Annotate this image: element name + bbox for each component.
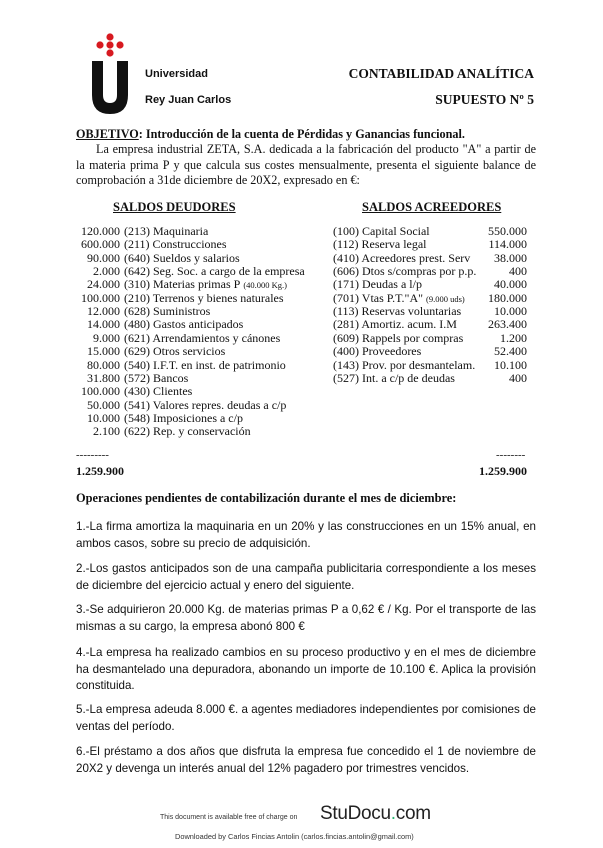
deudor-note: (40.000 Kg.) (243, 280, 287, 291)
operation-4: 4.-La empresa ha realizado cambios en su proceso productivo y en el mes de diciembre ha desmantelado una depuradora, abonando un importe de 10.100 €. Aplica la provisión constituida. (76, 646, 536, 692)
acreedor-amount: 400 (509, 264, 527, 279)
objective (76, 127, 536, 142)
document-title: CONTABILIDAD ANALÍTICA (348, 66, 534, 81)
acreedor-concept: (410) Acreedores prest. Serv (333, 250, 471, 265)
deudor-concept: (629) Otros servicios (124, 344, 226, 359)
acreedor-row (333, 278, 527, 291)
deudor-amount: 12.000 (87, 304, 120, 319)
logo-red-dots (96, 33, 123, 56)
deudor-row (76, 359, 286, 372)
acreedor-row (333, 265, 527, 278)
acreedor-row (333, 238, 527, 251)
acreedor-amount: 10.000 (494, 304, 527, 319)
deudor-concept: (640) Sueldos y salarios (124, 250, 240, 265)
deudor-row (76, 238, 227, 251)
deudor-concept: (430) Clientes (124, 384, 193, 399)
operation-5: 5.-La empresa adeuda 8.000 €. a agentes mediadores independientes por comisiones de ventas del período. (76, 703, 536, 733)
deudores-separator: --------- (76, 449, 109, 461)
intro-paragraph (76, 142, 536, 189)
acreedores-separator: -------- (496, 449, 526, 461)
deudor-row (76, 292, 284, 305)
acreedor-row (333, 345, 527, 358)
deudor-concept: (541) Valores repres. deudas a c/p (124, 397, 287, 412)
acreedor-concept: (400) Proveedores (333, 344, 422, 359)
deudor-amount: 15.000 (87, 344, 120, 359)
deudor-concept: (622) Rep. y conservación (124, 424, 251, 439)
acreedor-concept: (143) Prov. por desmantelam. (333, 357, 476, 372)
operation-1: 1.-La firma amortiza la maquinaria en un 20% y las construcciones en un 15% anual, en ambos casos, sobre su precio de adquisición. (76, 520, 536, 550)
deudor-row (76, 345, 225, 358)
deudor-concept: (213) Maquinaria (124, 224, 209, 238)
availability-notice: This document is available free of charge on (160, 814, 298, 821)
acreedor-concept: (527) Int. a c/p de deudas (333, 370, 455, 385)
acreedor-amount: 52.400 (494, 344, 527, 359)
acreedor-concept: (171) Deudas a l/p (333, 277, 422, 292)
deudor-row (76, 425, 251, 438)
saldos-acreedores-title: SALDOS ACREEDORES (362, 200, 502, 214)
deudor-row (76, 225, 208, 238)
deudor-amount: 120.000 (81, 224, 120, 238)
acreedor-row (333, 359, 527, 372)
acreedor-amount: 40.000 (494, 277, 527, 292)
acreedor-amount: 180.000 (488, 290, 527, 305)
operation-6: 6.-El préstamo a dos años que disfruta la empresa fue concedido el 1 de noviembre de 20X2 y devenga un interés anual del 12% pagadero por trimestres vencidos. (76, 745, 536, 775)
deudor-amount: 14.000 (87, 317, 120, 332)
deudor-row (76, 318, 243, 331)
acreedor-row (333, 225, 527, 238)
deudor-amount: 10.000 (87, 410, 120, 425)
deudor-amount: 90.000 (87, 250, 120, 265)
acreedor-amount: 10.100 (494, 357, 527, 372)
acreedor-amount: 114.000 (488, 237, 527, 252)
operations-title: Operaciones pendientes de contabilización durante el mes de diciembre: (76, 491, 457, 505)
deudor-row (76, 385, 192, 398)
deudor-concept: (572) Bancos (124, 370, 189, 385)
deudor-concept: (621) Arrendamientos y cánones (124, 330, 281, 345)
deudor-amount: 31.800 (87, 370, 120, 385)
acreedor-row (333, 372, 527, 385)
acreedores-total: 1.259.900 (479, 464, 527, 478)
deudores-total: 1.259.900 (76, 464, 124, 478)
deudor-row (76, 252, 240, 265)
download-info: Downloaded by Carlos Fincias Antolin (carlos.fincias.antolin@gmail.com) (175, 832, 414, 841)
deudor-row (76, 412, 243, 425)
saldos-deudores-title: SALDOS DEUDORES (113, 200, 236, 214)
university-line2: Rey Juan Carlos (145, 94, 232, 106)
intro-text: La empresa industrial ZETA, S.A. dedicada a la fabricación del producto "A" a partir de la materia prima P y que calcula sus costes mensualmente, presenta el siguiente balance de comprobación a 31de diciembre de 20X2, expresado en €: (76, 142, 536, 187)
acreedor-row (333, 305, 527, 318)
deudor-amount: 600.000 (81, 237, 120, 252)
acreedor-amount: 400 (509, 370, 527, 385)
deudor-row (76, 332, 280, 345)
deudor-amount: 100.000 (81, 384, 120, 399)
operation-2: 2.-Los gastos anticipados son de una campaña publicitaria correspondiente a los meses de diciembre del ejercicio actual y enero del siguiente. (76, 562, 536, 592)
acreedor-note: (9.000 uds) (426, 293, 465, 304)
acreedor-row (333, 252, 527, 265)
university-logo (88, 33, 132, 115)
deudor-amount: 24.000 (87, 277, 120, 292)
operation-3: 3.-Se adquirieron 20.000 Kg. de materias primas P a 0,62 € / Kg. Por el transporte de las mismas a su cargo, la empresa abonó 800 € (76, 603, 536, 633)
acreedor-concept: (112) Reserva legal (333, 237, 427, 252)
acreedor-amount: 1.200 (500, 330, 527, 345)
deudor-row (76, 399, 286, 412)
deudor-concept: (211) Construcciones (124, 237, 227, 252)
objective-label: OBJETIVO (76, 127, 139, 141)
deudor-concept: (642) Seg. Soc. a cargo de la empresa (124, 264, 305, 279)
acreedor-amount: 263.400 (488, 317, 527, 332)
deudor-amount: 100.000 (81, 290, 120, 305)
deudor-concept: (480) Gastos anticipados (124, 317, 244, 332)
acreedor-concept: (701) Vtas P.T."A" (333, 290, 424, 305)
acreedor-row (333, 332, 527, 345)
acreedor-row (333, 318, 527, 331)
deudor-concept: (628) Suministros (124, 304, 211, 319)
logo-u-shape (92, 61, 128, 114)
objective-text: : Introducción de la cuenta de Pérdidas y Ganancias funcional. (138, 127, 465, 141)
acreedor-amount: 550.000 (488, 224, 527, 238)
brand-dot: . (390, 803, 396, 824)
brand-domain: com (395, 803, 431, 824)
deudor-concept: (540) I.F.T. en inst. de patrimonio (124, 357, 286, 372)
acreedor-concept: (281) Amortiz. acum. I.M (333, 317, 457, 332)
acreedor-concept: (100) Capital Social (333, 224, 430, 238)
deudor-concept: (310) Materias primas P (124, 277, 241, 292)
deudor-row (76, 305, 210, 318)
university-line1: Universidad (145, 68, 208, 80)
deudor-row (76, 265, 305, 278)
brand-name: StuDocu (320, 803, 391, 824)
deudor-amount: 50.000 (87, 397, 120, 412)
acreedor-concept: (113) Reservas voluntarias (333, 304, 462, 319)
deudor-amount: 2.000 (93, 264, 120, 279)
studocu-link[interactable] (320, 803, 431, 825)
deudor-concept: (548) Imposiciones a c/p (124, 410, 243, 425)
acreedor-concept: (606) Dtos s/compras por p.p. (333, 264, 477, 279)
deudor-amount: 80.000 (87, 357, 120, 372)
deudor-amount: 9.000 (93, 330, 120, 345)
acreedor-amount: 38.000 (494, 250, 527, 265)
supuesto-number: SUPUESTO Nº 5 (435, 92, 534, 107)
deudor-row (76, 372, 188, 385)
deudor-amount: 2.100 (93, 424, 120, 439)
acreedor-concept: (609) Rappels por compras (333, 330, 464, 345)
deudor-concept: (210) Terrenos y bienes naturales (124, 290, 284, 305)
